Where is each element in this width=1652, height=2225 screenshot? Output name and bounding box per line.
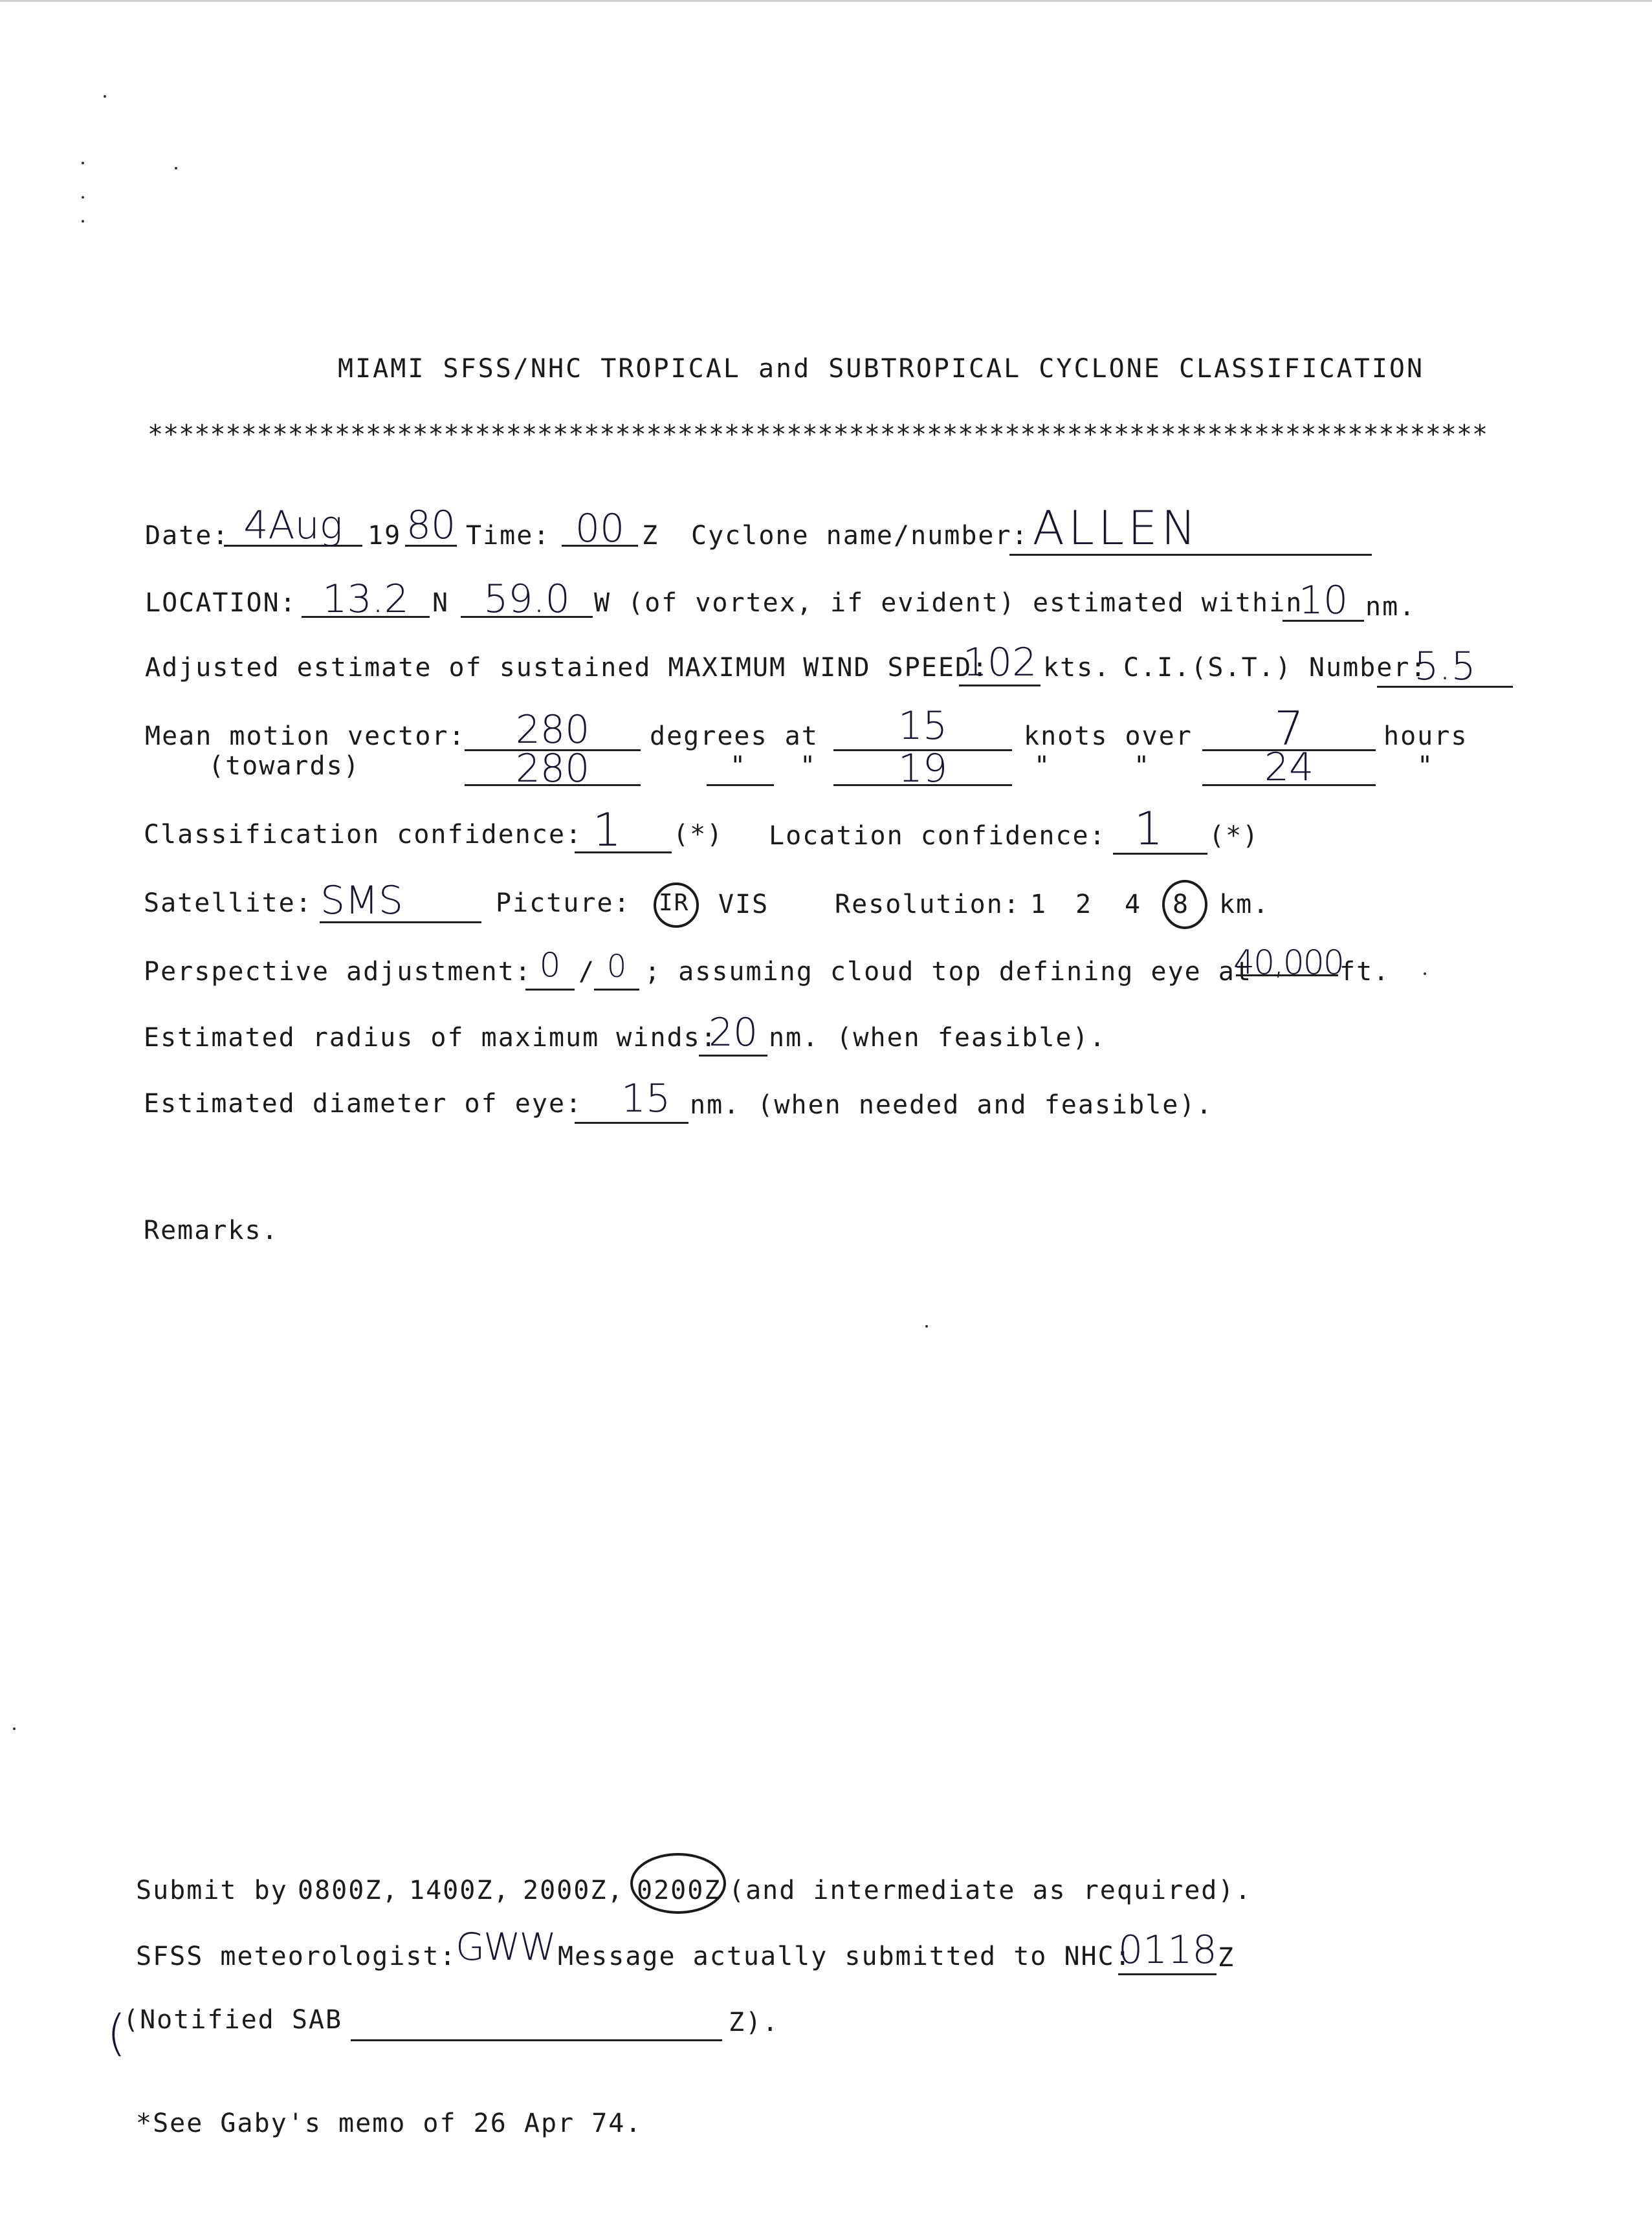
sab-time-underline bbox=[351, 2039, 722, 2041]
perspective-b-underline bbox=[594, 989, 639, 991]
time-value[interactable]: 00 bbox=[575, 506, 625, 551]
submit-time-0200-circled: 0200Z bbox=[637, 1876, 721, 1905]
scan-speck bbox=[82, 196, 84, 199]
resolution-option-1[interactable]: 1 bbox=[1030, 890, 1048, 919]
resolution-label: Resolution: bbox=[835, 890, 1020, 919]
form-title: MIAMI SFSS/NHC TROPICAL and SUBTROPICAL CYCLONE CLASSIFICATION bbox=[338, 354, 1425, 384]
eye-diameter-value[interactable]: 15 bbox=[621, 1076, 671, 1121]
scan-speck bbox=[82, 220, 84, 223]
location-label: LOCATION: bbox=[145, 588, 297, 618]
submit-prefix: Submit by bbox=[136, 1876, 288, 1905]
ditto-mark: " bbox=[730, 751, 747, 781]
footnote: *See Gaby's memo of 26 Apr 74. bbox=[136, 2109, 643, 2138]
knots-over-label: knots over bbox=[1024, 721, 1193, 751]
resolution-option-8[interactable]: 8 bbox=[1173, 890, 1190, 919]
max-wind-radius-suffix: nm. (when feasible). bbox=[769, 1023, 1107, 1053]
degrees-value-2[interactable]: 280 bbox=[515, 746, 590, 791]
confidence-footnote-star: (*) bbox=[1209, 821, 1260, 851]
scan-speck bbox=[925, 1325, 928, 1328]
eye-diameter-underline bbox=[575, 1122, 688, 1124]
picture-option-ir[interactable]: IR bbox=[659, 890, 690, 916]
perspective-value-b[interactable]: 0 bbox=[606, 948, 627, 985]
separator-line: ************************************************************************************** bbox=[148, 420, 1488, 450]
latitude-value[interactable]: 13.2 bbox=[322, 576, 409, 622]
ditto-mark: " bbox=[1417, 751, 1435, 781]
knots-value-2[interactable]: 19 bbox=[898, 746, 948, 791]
message-time-suffix: Z bbox=[1218, 1943, 1235, 1973]
resolution-option-4[interactable]: 4 bbox=[1125, 890, 1142, 919]
year-prefix: 19 bbox=[368, 521, 402, 551]
degrees-value-1[interactable]: 280 bbox=[515, 707, 590, 752]
perspective-slash: / bbox=[578, 957, 596, 987]
notified-sab-label: (Notified SAB bbox=[123, 2005, 343, 2035]
message-time-underline bbox=[1118, 1973, 1217, 1975]
ditto-mark: " bbox=[800, 751, 817, 781]
meteorologist-label: SFSS meteorologist: bbox=[136, 1942, 457, 1971]
wind-speed-value[interactable]: 102 bbox=[962, 640, 1037, 685]
time-label: Time: bbox=[466, 521, 551, 551]
sab-suffix: Z). bbox=[729, 2008, 780, 2037]
picture-label: Picture: bbox=[496, 888, 631, 918]
kts-label: kts. bbox=[1043, 653, 1111, 683]
wind-speed-label: Adjusted estimate of sustained MAXIMUM WIND SPEED: bbox=[145, 653, 989, 683]
message-submitted-label: Message actually submitted to NHC: bbox=[558, 1942, 1132, 1971]
satellite-label: Satellite: bbox=[144, 888, 313, 918]
perspective-label: Perspective adjustment: bbox=[144, 957, 532, 987]
cloud-top-height-unit: ft. bbox=[1339, 957, 1391, 987]
ditto-mark: " bbox=[1034, 751, 1052, 781]
sab-handwritten-paren: ( bbox=[107, 2004, 126, 2061]
submit-suffix: (and intermediate as required). bbox=[729, 1876, 1252, 1905]
resolution-option-2[interactable]: 2 bbox=[1075, 890, 1093, 919]
scan-edge bbox=[0, 0, 1652, 2]
longitude-value[interactable]: 59.0 bbox=[483, 576, 570, 622]
knots-value-1[interactable]: 15 bbox=[898, 703, 948, 749]
satellite-value[interactable]: SMS bbox=[320, 878, 403, 923]
date-value[interactable]: 4Aug bbox=[243, 503, 343, 548]
max-wind-radius-value[interactable]: 20 bbox=[708, 1010, 758, 1055]
confidence-footnote-star: (*) bbox=[673, 820, 724, 849]
resolution-unit: km. bbox=[1219, 890, 1270, 919]
cyclone-value[interactable]: ALLEN bbox=[1032, 501, 1200, 555]
perspective-value-a[interactable]: 0 bbox=[539, 946, 561, 985]
scan-speck bbox=[1424, 972, 1426, 975]
hours-value-1[interactable]: 7 bbox=[1274, 701, 1304, 756]
eye-diameter-label: Estimated diameter of eye: bbox=[144, 1089, 583, 1119]
meteorologist-initials[interactable]: GWW bbox=[456, 1925, 555, 1969]
scan-speck bbox=[13, 1727, 16, 1730]
remarks-label: Remarks. bbox=[144, 1216, 279, 1245]
classification-confidence-value[interactable]: 1 bbox=[592, 804, 622, 857]
message-time-value[interactable]: 0118 bbox=[1118, 1927, 1217, 1973]
location-middle-text: (of vortex, if evident) estimated within bbox=[628, 588, 1303, 618]
submit-time-2000: 2000Z, bbox=[523, 1876, 624, 1905]
hours-label: hours bbox=[1383, 721, 1468, 751]
date-label: Date: bbox=[145, 521, 230, 551]
longitude-suffix: W bbox=[594, 588, 611, 618]
year-value[interactable]: 80 bbox=[406, 503, 456, 548]
ditto-underline bbox=[707, 784, 774, 786]
perspective-a-underline bbox=[525, 989, 575, 991]
scan-speck bbox=[104, 95, 106, 98]
motion-vector-label: Mean motion vector: bbox=[145, 721, 466, 751]
scan-speck bbox=[82, 162, 84, 164]
hours-value-2[interactable]: 24 bbox=[1264, 745, 1314, 790]
ditto-mark: " bbox=[1134, 751, 1151, 781]
within-value[interactable]: 10 bbox=[1298, 578, 1349, 623]
picture-option-vis[interactable]: VIS bbox=[718, 890, 769, 919]
submit-time-0800: 0800Z, bbox=[298, 1876, 399, 1905]
location-confidence-value[interactable]: 1 bbox=[1134, 802, 1163, 855]
scan-speck bbox=[175, 167, 177, 170]
motion-towards-label: (towards) bbox=[208, 751, 360, 781]
classification-confidence-label: Classification confidence: bbox=[144, 820, 583, 849]
submit-time-1400: 1400Z, bbox=[409, 1876, 511, 1905]
latitude-suffix: N bbox=[432, 588, 450, 618]
time-suffix: Z bbox=[642, 521, 659, 551]
cyclone-label: Cyclone name/number: bbox=[691, 521, 1029, 551]
perspective-middle-text: ; assuming cloud top defining eye at bbox=[644, 957, 1252, 987]
within-suffix: nm. bbox=[1365, 592, 1416, 622]
cloud-top-height-value[interactable]: 40,000 bbox=[1233, 943, 1343, 982]
max-wind-radius-label: Estimated radius of maximum winds: bbox=[144, 1023, 718, 1053]
eye-diameter-suffix: nm. (when needed and feasible). bbox=[690, 1090, 1213, 1120]
ci-number-label: C.I.(S.T.) Number: bbox=[1123, 653, 1427, 683]
ci-number-value[interactable]: 5.5 bbox=[1414, 644, 1476, 689]
location-confidence-label: Location confidence: bbox=[769, 821, 1107, 851]
degrees-at-label: degrees at bbox=[650, 721, 819, 751]
